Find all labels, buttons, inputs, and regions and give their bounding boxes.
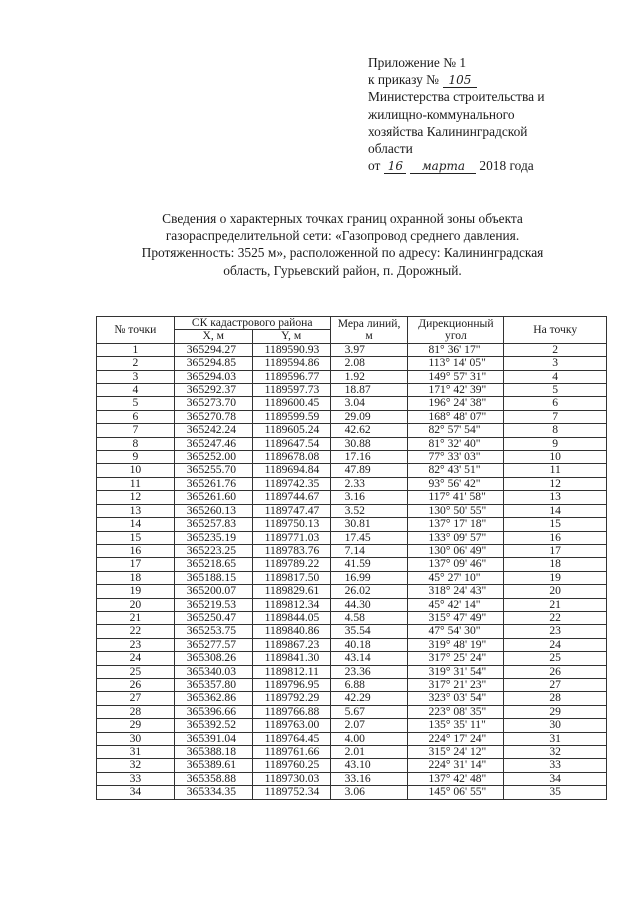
cell-y: 1189812.11: [252, 665, 330, 678]
cell-direction: 82° 43' 51": [408, 464, 504, 477]
table-row: [97, 638, 607, 651]
cell-to-point: 34: [504, 772, 607, 785]
cell-point: 30: [97, 732, 175, 745]
cell-x: 365253.75: [174, 625, 252, 638]
header-x: X, м: [174, 330, 252, 343]
cell-length: 7.14: [330, 544, 408, 557]
cell-to-point: 2: [504, 343, 607, 356]
cell-y: 1189783.76: [252, 544, 330, 557]
cell-length: 42.62: [330, 424, 408, 437]
table-row: [97, 611, 607, 624]
cell-y: 1189766.88: [252, 705, 330, 718]
cell-length: 40.18: [330, 638, 408, 651]
cell-x: 365340.03: [174, 665, 252, 678]
cell-x: 365200.07: [174, 585, 252, 598]
cell-direction: 149° 57' 31": [408, 370, 504, 383]
cell-direction: 77° 33' 03": [408, 451, 504, 464]
cell-x: 365294.27: [174, 343, 252, 356]
cell-point: 5: [97, 397, 175, 410]
cell-to-point: 7: [504, 410, 607, 423]
cell-to-point: 26: [504, 665, 607, 678]
cell-direction: 319° 31' 54": [408, 665, 504, 678]
cell-y: 1189590.93: [252, 343, 330, 356]
cell-to-point: 14: [504, 504, 607, 517]
cell-point: 15: [97, 531, 175, 544]
cell-length: 6.88: [330, 678, 408, 691]
date-line: [368, 157, 618, 174]
table-row: [97, 598, 607, 611]
cell-to-point: 25: [504, 652, 607, 665]
cell-y: 1189647.54: [252, 437, 330, 450]
cell-x: 365294.03: [174, 370, 252, 383]
table-row: [97, 678, 607, 691]
cell-direction: 93° 56' 42": [408, 477, 504, 490]
cell-direction: 135° 35' 11": [408, 719, 504, 732]
cell-x: 365388.18: [174, 746, 252, 759]
cell-point: 2: [97, 357, 175, 370]
cell-direction: 133° 09' 57": [408, 531, 504, 544]
cell-to-point: 9: [504, 437, 607, 450]
cell-x: 365219.53: [174, 598, 252, 611]
header-point: № точки: [97, 317, 175, 344]
cell-length: 16.99: [330, 571, 408, 584]
date-day: 16: [387, 159, 404, 174]
cell-direction: 315° 24' 12": [408, 746, 504, 759]
cell-direction: 317° 21' 23": [408, 678, 504, 691]
cell-direction: 130° 50' 55": [408, 504, 504, 517]
cell-y: 1189764.45: [252, 732, 330, 745]
table-row: [97, 571, 607, 584]
cell-point: 22: [97, 625, 175, 638]
cell-point: 20: [97, 598, 175, 611]
cell-point: 18: [97, 571, 175, 584]
cell-x: 365218.65: [174, 558, 252, 571]
cell-to-point: 32: [504, 746, 607, 759]
ministry-line-4: области: [368, 141, 413, 157]
table-row: [97, 772, 607, 785]
cell-x: 365358.88: [174, 772, 252, 785]
cell-to-point: 30: [504, 719, 607, 732]
cell-direction: 224° 31' 14": [408, 759, 504, 772]
cell-direction: 45° 42' 14": [408, 598, 504, 611]
cell-direction: 145° 06' 55": [408, 786, 504, 799]
appendix-title: Приложение № 1: [368, 55, 467, 70]
cell-x: 365250.47: [174, 611, 252, 624]
table-row: [97, 424, 607, 437]
cell-point: 23: [97, 638, 175, 651]
cell-length: 42.29: [330, 692, 408, 705]
cell-direction: 81° 32' 40": [408, 437, 504, 450]
table-row: [97, 518, 607, 531]
cell-point: 7: [97, 424, 175, 437]
cell-x: 365294.85: [174, 357, 252, 370]
cell-point: 26: [97, 678, 175, 691]
cell-y: 1189796.95: [252, 678, 330, 691]
cell-direction: 47° 54' 30": [408, 625, 504, 638]
cell-x: 365242.24: [174, 424, 252, 437]
cell-point: 9: [97, 451, 175, 464]
cell-to-point: 35: [504, 786, 607, 799]
header-length: Мера линий, м: [330, 317, 408, 344]
cell-y: 1189750.13: [252, 518, 330, 531]
cell-length: 47.89: [330, 464, 408, 477]
cell-y: 1189867.23: [252, 638, 330, 651]
cell-direction: 137° 09' 46": [408, 558, 504, 571]
cell-direction: 317° 25' 24": [408, 652, 504, 665]
cell-length: 35.54: [330, 625, 408, 638]
table-row: [97, 451, 607, 464]
cell-y: 1189694.84: [252, 464, 330, 477]
cell-x: 365392.52: [174, 719, 252, 732]
cell-y: 1189752.34: [252, 786, 330, 799]
cell-y: 1189605.24: [252, 424, 330, 437]
cell-length: 3.06: [330, 786, 408, 799]
cell-direction: 323° 03' 54": [408, 692, 504, 705]
cell-to-point: 22: [504, 611, 607, 624]
cell-direction: 81° 36' 17": [408, 343, 504, 356]
cell-x: 365261.76: [174, 477, 252, 490]
cell-point: 27: [97, 692, 175, 705]
cell-x: 365247.46: [174, 437, 252, 450]
cell-to-point: 24: [504, 638, 607, 651]
cell-length: 2.08: [330, 357, 408, 370]
cell-direction: 318° 24' 43": [408, 585, 504, 598]
cell-y: 1189841.30: [252, 652, 330, 665]
cell-point: 13: [97, 504, 175, 517]
cell-to-point: 12: [504, 477, 607, 490]
table-row: [97, 719, 607, 732]
appendix-header: [368, 54, 618, 174]
cell-direction: 315° 47' 49": [408, 611, 504, 624]
cell-to-point: 6: [504, 397, 607, 410]
cell-to-point: 15: [504, 518, 607, 531]
cell-x: 365270.78: [174, 410, 252, 423]
cell-x: 365235.19: [174, 531, 252, 544]
cell-point: 14: [97, 518, 175, 531]
date-prefix: от: [368, 158, 381, 174]
cell-y: 1189744.67: [252, 491, 330, 504]
cell-y: 1189599.59: [252, 410, 330, 423]
cell-length: 17.45: [330, 531, 408, 544]
cell-length: 18.87: [330, 384, 408, 397]
order-number: 105: [448, 73, 472, 88]
ministry-line-1: Министерства строительства и: [368, 89, 545, 105]
cell-point: 11: [97, 477, 175, 490]
cell-length: 2.01: [330, 746, 408, 759]
cell-y: 1189747.47: [252, 504, 330, 517]
cell-length: 41.59: [330, 558, 408, 571]
cell-to-point: 29: [504, 705, 607, 718]
order-number-field: [443, 73, 477, 88]
cell-length: 33.16: [330, 772, 408, 785]
cell-to-point: 23: [504, 625, 607, 638]
cell-to-point: 16: [504, 531, 607, 544]
cell-direction: 130° 06' 49": [408, 544, 504, 557]
cell-length: 29.09: [330, 410, 408, 423]
cell-y: 1189789.22: [252, 558, 330, 571]
cell-to-point: 27: [504, 678, 607, 691]
cell-x: 365357.80: [174, 678, 252, 691]
cell-to-point: 3: [504, 357, 607, 370]
cell-x: 365188.15: [174, 571, 252, 584]
cell-to-point: 5: [504, 384, 607, 397]
cell-to-point: 18: [504, 558, 607, 571]
cell-x: 365362.86: [174, 692, 252, 705]
cell-x: 365396.66: [174, 705, 252, 718]
date-month-field: [410, 159, 476, 174]
cell-y: 1189597.73: [252, 384, 330, 397]
cell-length: 43.10: [330, 759, 408, 772]
table-row: [97, 585, 607, 598]
cell-to-point: 17: [504, 544, 607, 557]
cell-direction: 196° 24' 38": [408, 397, 504, 410]
header-to-point: На точку: [504, 317, 607, 344]
cell-direction: 224° 17' 24": [408, 732, 504, 745]
cell-length: 3.04: [330, 397, 408, 410]
table-row: [97, 544, 607, 557]
cell-x: 365261.60: [174, 491, 252, 504]
cell-x: 365260.13: [174, 504, 252, 517]
date-suffix: 2018 года: [479, 158, 534, 174]
cell-y: 1189771.03: [252, 531, 330, 544]
cell-direction: 82° 57' 54": [408, 424, 504, 437]
cell-to-point: 21: [504, 598, 607, 611]
table-row: [97, 732, 607, 745]
table-row: [97, 437, 607, 450]
cell-to-point: 4: [504, 370, 607, 383]
cell-length: 17.16: [330, 451, 408, 464]
cell-y: 1189596.77: [252, 370, 330, 383]
cell-direction: 137° 17' 18": [408, 518, 504, 531]
document-title: [90, 210, 595, 279]
cell-x: 365334.35: [174, 786, 252, 799]
cell-point: 19: [97, 585, 175, 598]
cell-x: 365252.00: [174, 451, 252, 464]
cell-point: 31: [97, 746, 175, 759]
cell-y: 1189829.61: [252, 585, 330, 598]
cell-length: 44.30: [330, 598, 408, 611]
cell-to-point: 28: [504, 692, 607, 705]
table-row: [97, 464, 607, 477]
date-month: марта: [421, 159, 466, 174]
cell-y: 1189761.66: [252, 746, 330, 759]
cell-point: 1: [97, 343, 175, 356]
table-row: [97, 705, 607, 718]
cell-point: 12: [97, 491, 175, 504]
title-line-2: газораспределительной сети: «Газопровод среднего давления.: [165, 228, 520, 244]
ministry-line-3: хозяйства Калининградской: [368, 123, 528, 139]
cell-x: 365223.25: [174, 544, 252, 557]
table-row: [97, 384, 607, 397]
cell-length: 3.52: [330, 504, 408, 517]
table-row: [97, 625, 607, 638]
cell-y: 1189600.45: [252, 397, 330, 410]
cell-direction: 171° 42' 39": [408, 384, 504, 397]
cell-point: 28: [97, 705, 175, 718]
cell-to-point: 20: [504, 585, 607, 598]
cell-y: 1189812.34: [252, 598, 330, 611]
cell-point: 33: [97, 772, 175, 785]
cell-x: 365389.61: [174, 759, 252, 772]
cell-x: 365257.83: [174, 518, 252, 531]
cell-y: 1189844.05: [252, 611, 330, 624]
table-row: [97, 531, 607, 544]
title-line-4: область, Гурьевский район, п. Дорожный.: [223, 262, 462, 278]
cell-y: 1189594.86: [252, 357, 330, 370]
table-row: [97, 652, 607, 665]
cell-to-point: 10: [504, 451, 607, 464]
cell-length: 2.07: [330, 719, 408, 732]
cell-point: 17: [97, 558, 175, 571]
cell-to-point: 19: [504, 571, 607, 584]
cell-to-point: 31: [504, 732, 607, 745]
table-row: [97, 477, 607, 490]
cell-length: 3.97: [330, 343, 408, 356]
table-row: [97, 410, 607, 423]
cell-point: 29: [97, 719, 175, 732]
cell-y: 1189678.08: [252, 451, 330, 464]
cell-y: 1189730.03: [252, 772, 330, 785]
cell-point: 4: [97, 384, 175, 397]
table-row: [97, 746, 607, 759]
cell-length: 5.67: [330, 705, 408, 718]
cell-length: 4.00: [330, 732, 408, 745]
cell-length: 30.81: [330, 518, 408, 531]
cell-point: 3: [97, 370, 175, 383]
cell-point: 34: [97, 786, 175, 799]
cell-point: 25: [97, 665, 175, 678]
table-row: [97, 665, 607, 678]
cell-y: 1189817.50: [252, 571, 330, 584]
cell-to-point: 33: [504, 759, 607, 772]
cell-y: 1189742.35: [252, 477, 330, 490]
cell-direction: 137° 42' 48": [408, 772, 504, 785]
cell-direction: 113° 14' 05": [408, 357, 504, 370]
cell-length: 23.36: [330, 665, 408, 678]
table-body: [97, 343, 607, 799]
table-row: [97, 357, 607, 370]
order-line: [368, 71, 618, 88]
ministry-line-2: жилищно-коммунального: [368, 106, 515, 122]
cell-to-point: 11: [504, 464, 607, 477]
cell-x: 365308.26: [174, 652, 252, 665]
cell-point: 24: [97, 652, 175, 665]
cell-length: 43.14: [330, 652, 408, 665]
title-line-1: Сведения о характерных точках границ охранной зоны объекта: [162, 211, 523, 226]
cell-length: 4.58: [330, 611, 408, 624]
cell-direction: 45° 27' 10": [408, 571, 504, 584]
cell-point: 21: [97, 611, 175, 624]
cell-point: 32: [97, 759, 175, 772]
cell-to-point: 8: [504, 424, 607, 437]
cell-length: 2.33: [330, 477, 408, 490]
cell-direction: 117° 41' 58": [408, 491, 504, 504]
table-row: [97, 397, 607, 410]
table-row: [97, 491, 607, 504]
cell-length: 1.92: [330, 370, 408, 383]
cell-x: 365277.57: [174, 638, 252, 651]
cell-length: 30.88: [330, 437, 408, 450]
cell-x: 365273.70: [174, 397, 252, 410]
table-row: [97, 759, 607, 772]
cell-x: 365391.04: [174, 732, 252, 745]
cell-point: 6: [97, 410, 175, 423]
table-row: [97, 343, 607, 356]
cell-to-point: 13: [504, 491, 607, 504]
order-prefix: к приказу №: [368, 72, 439, 88]
table-row: [97, 786, 607, 799]
cell-length: 3.16: [330, 491, 408, 504]
cell-y: 1189763.00: [252, 719, 330, 732]
table-row: [97, 692, 607, 705]
cell-point: 8: [97, 437, 175, 450]
table-row: [97, 504, 607, 517]
cell-x: 365292.37: [174, 384, 252, 397]
cell-y: 1189792.29: [252, 692, 330, 705]
cell-length: 26.02: [330, 585, 408, 598]
header-ck-group: СК кадастрового района: [174, 317, 330, 330]
cell-direction: 168° 48' 07": [408, 410, 504, 423]
boundary-points-table: [96, 316, 607, 800]
title-line-3: Протяженность: 3525 м», расположенной по адресу: Калининградская: [141, 245, 544, 261]
cell-x: 365255.70: [174, 464, 252, 477]
table-row: [97, 558, 607, 571]
header-y: Y, м: [252, 330, 330, 343]
cell-y: 1189760.25: [252, 759, 330, 772]
cell-direction: 223° 08' 35": [408, 705, 504, 718]
cell-y: 1189840.86: [252, 625, 330, 638]
date-day-field: [384, 159, 406, 174]
cell-point: 10: [97, 464, 175, 477]
table-row: [97, 370, 607, 383]
cell-point: 16: [97, 544, 175, 557]
cell-direction: 319° 48' 19": [408, 638, 504, 651]
header-direction: Дирекционный угол: [408, 317, 504, 344]
